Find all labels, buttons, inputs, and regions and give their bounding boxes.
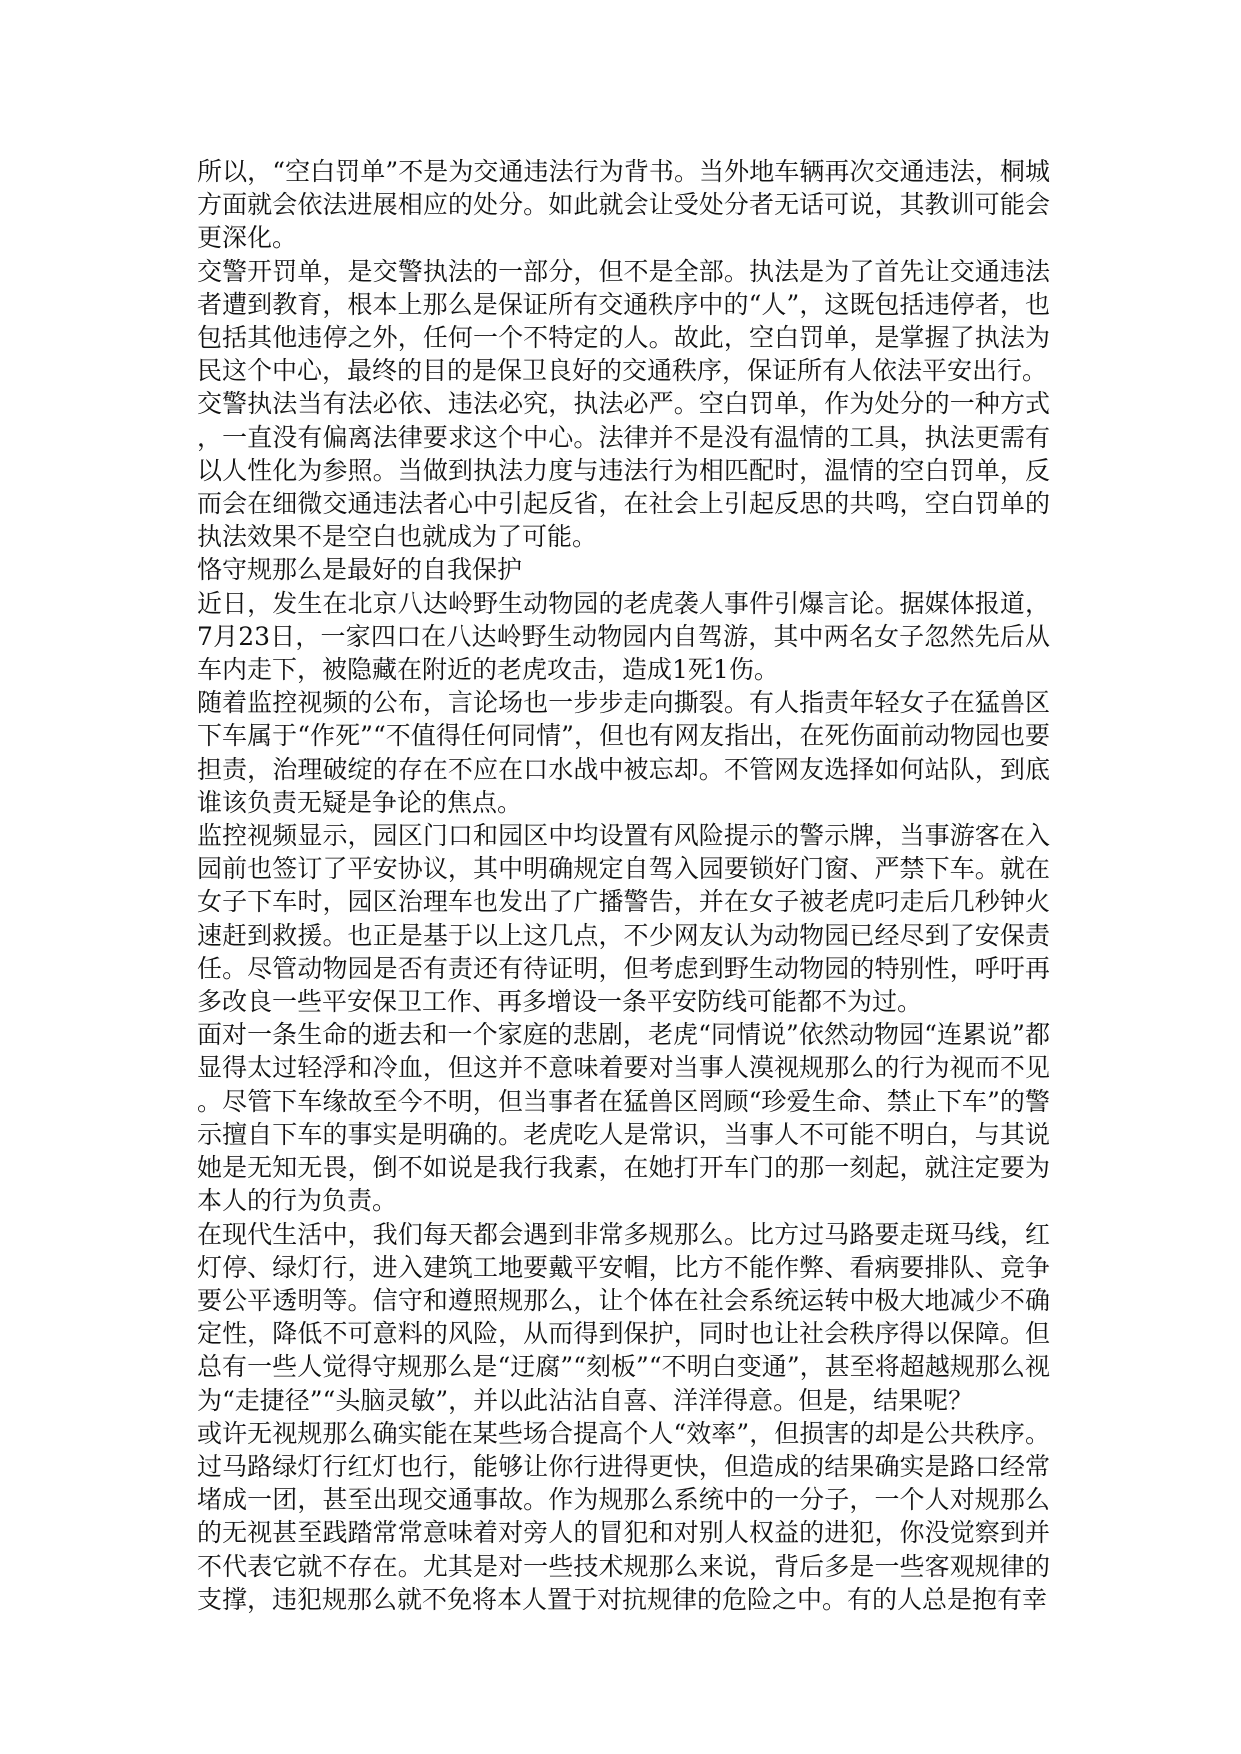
paragraph: 监控视频显示，园区门口和园区中均设置有风险提示的警示牌，当事游客在入园前也签订了平安协议，其中明确规定自驾入园要锁好门窗、严禁下车。就在女子下车时，园区治理车也发出了广播警告，并在女子被老虎叼走后几秒钟火速赶到救援。也正是基于以上这几点，不少网友认为动物园已经尽到了安保责任。尽管动物园是否有责还有待证明，但考虑到野生动物园的特别性，呼吁再多改良一些平安保卫工作、再多增设一条平安防线可能都不为过。	[197, 821, 1050, 1017]
section-heading: 恪守规那么是最好的自我保护	[197, 555, 523, 585]
paragraph: 在现代生活中，我们每天都会遇到非常多规那么。比方过马路要走斑马线，红灯停、绿灯行，进入建筑工地要戴平安帽，比方不能作弊、看病要排队、竞争要公平透明等。信守和遵照规那么，让个体在社会系统运转中极大地减少不确定性，降低不可意料的风险，从而得到保护，同时也让社会秩序得以保障。但总有一些人觉得守规那么是“迂腐”“刻板”“不明白变通”，甚至将超越规那么视为“走捷径”“头脑灵敏”，并以此沾沾自喜、洋洋得意。但是，结果呢？	[197, 1219, 1050, 1415]
paragraph: 随着监控视频的公布，言论场也一步步走向撕裂。有人指责年轻女子在猛兽区下车属于“作死”“不值得任何同情”，但也有网友指出，在死伤面前动物园也要担责，治理破绽的存在不应在口水战中被忘却。不管网友选择如何站队，到底谁该负责无疑是争论的焦点。	[197, 688, 1050, 817]
paragraph: 所以，“空白罚单”不是为交通违法行为背书。当外地车辆再次交通违法，桐城方面就会依法进展相应的处分。如此就会让受处分者无话可说，其教训可能会更深化。	[197, 157, 1050, 253]
document-body	[197, 155, 1050, 1616]
paragraph: 近日，发生在北京八达岭野生动物园的老虎袭人事件引爆言论。据媒体报道，7月23日，一家四口在八达岭野生动物园内自驾游，其中两名女子忽然先后从车内走下，被隐藏在附近的老虎攻击，造成1死1伤。	[197, 588, 1050, 685]
paragraph: 面对一条生命的逝去和一个家庭的悲剧，老虎“同情说”依然动物园“连累说”都显得太过轻浮和冷血，但这并不意味着要对当事人漠视规那么的行为视而不见。尽管下车缘故至今不明，但当事者在猛兽区罔顾“珍爱生命、禁止下车”的警示擅自下车的事实是明确的。老虎吃人是常识，当事人不可能不明白，与其说她是无知无畏，倒不如说是我行我素，在她打开车门的那一刻起，就注定要为本人的行为负责。	[197, 1020, 1050, 1216]
paragraph: 或许无视规那么确实能在某些场合提高个人“效率”，但损害的却是公共秩序。过马路绿灯行红灯也行，能够让你行进得更快，但造成的结果确实是路口经常堵成一团，甚至出现交通事故。作为规那么系统中的一分子，一个人对规那么的无视甚至践踏常常意味着对旁人的冒犯和对别人权益的进犯，你没觉察到并不代表它就不存在。尤其是对一些技术规那么来说，背后多是一些客观规律的支撑，违犯规那么就不免将本人置于对抗规律的危险之中。有的人总是抱有幸	[197, 1418, 1050, 1614]
paragraph: 交警执法当有法必依、违法必究，执法必严。空白罚单，作为处分的一种方式，一直没有偏离法律要求这个中心。法律并不是没有温情的工具，执法更需有以人性化为参照。当做到执法力度与违法行为相匹配时，温情的空白罚单，反而会在细微交通违法者心中引起反省，在社会上引起反思的共鸣，空白罚单的执法效果不是空白也就成为了可能。	[197, 389, 1050, 552]
paragraph: 交警开罚单，是交警执法的一部分，但不是全部。执法是为了首先让交通违法者遭到教育，根本上那么是保证所有交通秩序中的“人”，这既包括违停者，也包括其他违停之外，任何一个不特定的人。故此，空白罚单，是掌握了执法为民这个中心，最终的目的是保卫良好的交通秩序，保证所有人依法平安出行。	[197, 256, 1050, 386]
